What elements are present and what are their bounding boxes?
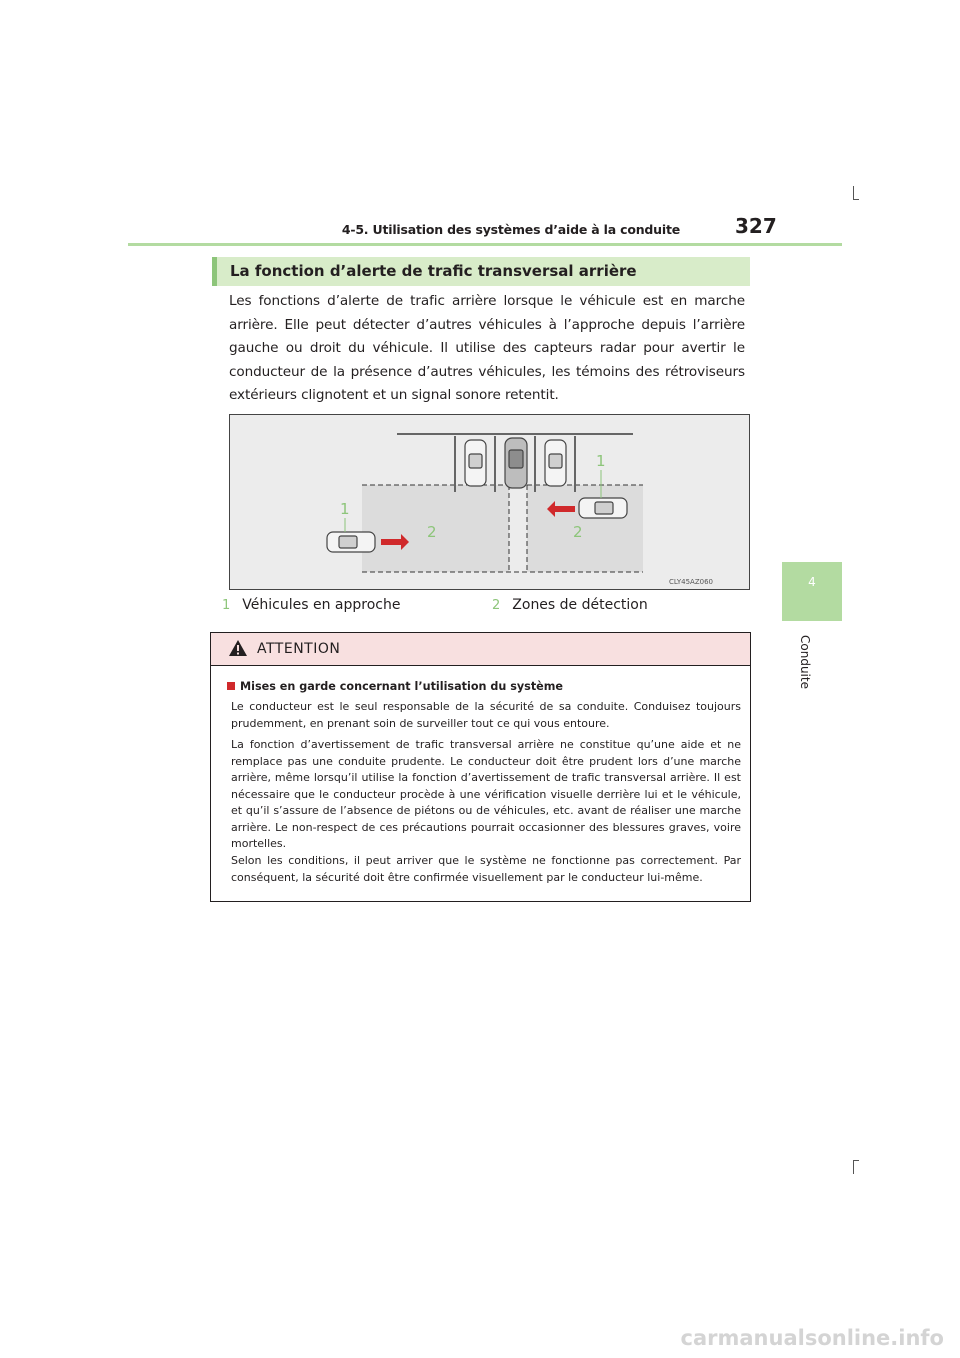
warning-triangle-icon	[229, 640, 247, 656]
chapter-tab	[782, 562, 842, 621]
figure-code: CLY45AZ060	[669, 578, 713, 586]
legend-number: 2	[492, 598, 501, 613]
caution-paragraph: La fonction d’avertissement de trafic transversal arrière ne constitue qu’une aide et ne remplace pas une conduite prudente. Le conducteur doit être prudent lors d’une marche arrière, même lorsqu’il utilise la fonction d’avertissement de trafic transversal arrière. Il est nécessaire que le conducteur procède à une vérification visuelle derrière lui et le véhicule, et qu’il s’assure de l’absence de piétons ou de véhicules, etc. avant de réaliser une marche arrière. Le non-respect de ces précautions pourrait occasionner des blessures graves, voire mortelles.	[231, 738, 741, 850]
callout-1-right: 1	[596, 452, 606, 470]
page-number: 327	[735, 214, 777, 238]
crop-mark	[853, 186, 854, 200]
legend-item	[222, 597, 400, 613]
caution-paragraph: Le conducteur est le seul responsable de la sécurité de sa conduite. Conduisez toujours prudemment, en prenant soin de surveiller tout ce qui vous entoure.	[231, 700, 741, 730]
intro-paragraph: Les fonctions d’alerte de trafic arrière lorsque le véhicule est en marche arrière. Elle peut détecter d’autres véhicules à l’approche depuis l’arrière gauche ou droit du véhicule. Il utilise des capteurs radar pour avertir le conducteur de la présence d’autres véhicules, les témoins des rétroviseurs extérieurs clignotent et un signal sonore retentit.	[229, 293, 745, 403]
parked-car	[545, 440, 566, 486]
callout-2-left: 2	[427, 523, 437, 541]
parking-diagram	[229, 414, 750, 590]
watermark: carmanualsonline.info	[680, 1326, 944, 1350]
running-header: 4-5. Utilisation des systèmes d’aide à la conduite	[341, 222, 680, 237]
section-heading-bar	[212, 257, 750, 286]
chapter-number: 4	[808, 575, 816, 589]
crop-mark	[853, 199, 859, 200]
caution-subheading-text: Mises en garde concernant l’utilisation du système	[240, 680, 564, 693]
approaching-vehicle-left	[327, 532, 375, 552]
callout-1-left: 1	[340, 500, 350, 518]
approaching-vehicle-right	[579, 498, 627, 518]
header-rule	[128, 243, 842, 246]
parked-car	[465, 440, 486, 486]
own-vehicle-reversing	[505, 438, 527, 488]
square-bullet-icon	[227, 682, 235, 690]
legend-text: Véhicules en approche	[242, 597, 401, 613]
legend-number: 1	[222, 598, 231, 613]
caution-paragraph: Selon les conditions, il peut arriver que le système ne fonctionne pas correctement. Par conséquent, la sécurité doit être confirmée visuellement par le conducteur lui-même.	[231, 854, 741, 884]
callout-2-right: 2	[573, 523, 583, 541]
section-title: La fonction d’alerte de trafic transversal arrière	[230, 262, 637, 280]
caution-subheading	[227, 680, 563, 693]
legend-text: Zones de détection	[512, 597, 648, 613]
chapter-label: Conduite	[798, 635, 812, 689]
legend-item	[492, 597, 648, 613]
caution-header	[211, 633, 750, 666]
crop-mark	[853, 1160, 859, 1161]
diagram-svg	[229, 414, 750, 590]
caution-title: ATTENTION	[257, 641, 341, 657]
caution-box	[210, 632, 751, 902]
crop-mark	[853, 1160, 854, 1174]
